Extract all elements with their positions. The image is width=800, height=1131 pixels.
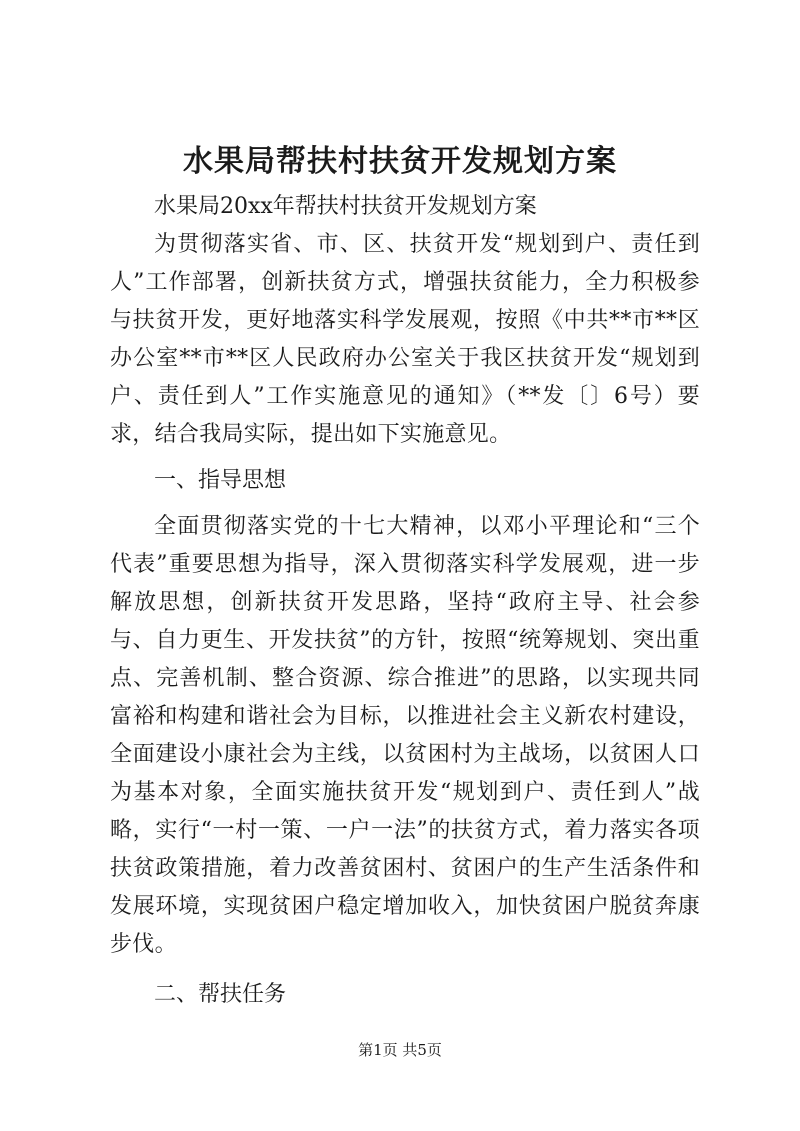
section-heading-guiding-ideology: 一、指导思想 [154,468,287,493]
document-subtitle: 水果局20xx年帮扶村扶贫开发规划方案 [154,194,537,219]
intro-paragraph: 为贯彻落实省、市、区、扶贫开发“规划到户、责任到人”工作部署，创新扶贫方式，增强扶贫能力，全力积极参与扶贫开发，更好地落实科学发展观，按照《中共**市**区办公室**市**区人民政府办公室关于我区扶贫开发“规划到户、责任到人”工作实施意见的通知》（**发〔〕6号）要求，结合我局实际，提出如下实施意见。 [110,232,700,447]
guiding-ideology-paragraph: 全面贯彻落实党的十七大精神，以邓小平理论和“三个代表”重要思想为指导，深入贯彻落实科学发展观，进一步解放思想，创新扶贫开发思路，坚持“政府主导、社会参与、自力更生、开发扶贫”的方针，按照“统筹规划、突出重点、完善机制、整合资源、综合推进”的思路，以实现共同富裕和构建和谐社会为目标，以推进社会主义新农村建设，全面建设小康社会为主线，以贫困村为主战场，以贫困人口为基本对象，全面实施扶贫开发“规划到户、责任到人”战略，实行“一村一策、一户一法”的扶贫方式，着力落实各项扶贫政策措施，着力改善贫困村、贫困户的生产生活条件和发展环境，实现贫困户稳定增加收入，加快贫困户脱贫奔康步伐。 [110,514,700,957]
page-indicator: 第1页 共5页 [358,1041,442,1059]
document-title: 水果局帮扶村扶贫开发规划方案 [183,144,617,179]
document-body [110,188,700,1014]
section-heading-assistance-tasks: 二、帮扶任务 [154,982,287,1007]
